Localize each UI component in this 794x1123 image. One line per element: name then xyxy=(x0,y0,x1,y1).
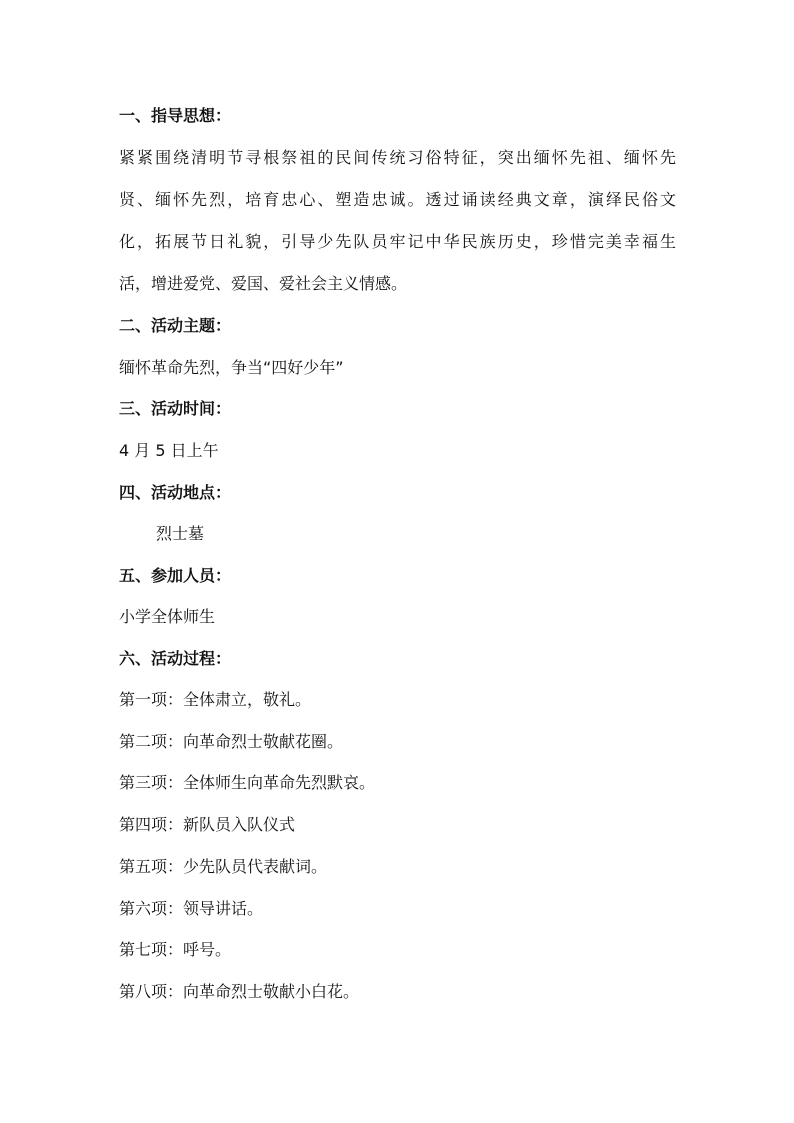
time-text: 4 月 5 日上午 xyxy=(119,441,219,460)
process-item: 第五项：少先队员代表献词。 xyxy=(119,857,328,876)
section-heading-participants: 五、参加人员： xyxy=(119,566,232,585)
process-item: 第七项：呼号。 xyxy=(119,940,232,959)
paragraph-line: 贤、缅怀先烈，培育忠心、塑造忠诚。透过诵读经典文章，演绎民俗文 xyxy=(119,190,676,209)
section-heading-theme: 二、活动主题： xyxy=(119,316,232,335)
process-item: 第八项：向革命烈士敬献小白花。 xyxy=(119,982,360,1001)
paragraph-line: 化，拓展节日礼貌，引导少先队员牢记中华民族历史，珍惜完美幸福生 xyxy=(119,232,676,251)
paragraph-line: 活，增进爱党、爱国、爱社会主义情感。 xyxy=(119,274,408,293)
section-heading-time: 三、活动时间： xyxy=(119,399,232,418)
process-item: 第四项：新队员入队仪式 xyxy=(119,815,296,834)
process-item: 第三项：全体师生向革命先烈默哀。 xyxy=(119,773,376,792)
participants-text: 小学全体师生 xyxy=(119,607,216,626)
section-heading-process: 六、活动过程： xyxy=(119,649,232,668)
section-heading-guiding-ideology: 一、指导思想： xyxy=(119,106,232,125)
process-item: 第六项：领导讲话。 xyxy=(119,899,264,918)
process-item: 第二项：向革命烈士敬献花圈。 xyxy=(119,732,344,751)
section-heading-location: 四、活动地点： xyxy=(119,483,232,502)
process-item: 第一项：全体肃立，敬礼。 xyxy=(119,690,312,709)
paragraph-line: 紧紧围绕清明节寻根祭祖的民间传统习俗特征，突出缅怀先祖、缅怀先 xyxy=(119,148,676,167)
location-text: 烈士墓 xyxy=(156,524,205,543)
theme-text: 缅怀革命先烈，争当“四好少年” xyxy=(119,358,344,377)
